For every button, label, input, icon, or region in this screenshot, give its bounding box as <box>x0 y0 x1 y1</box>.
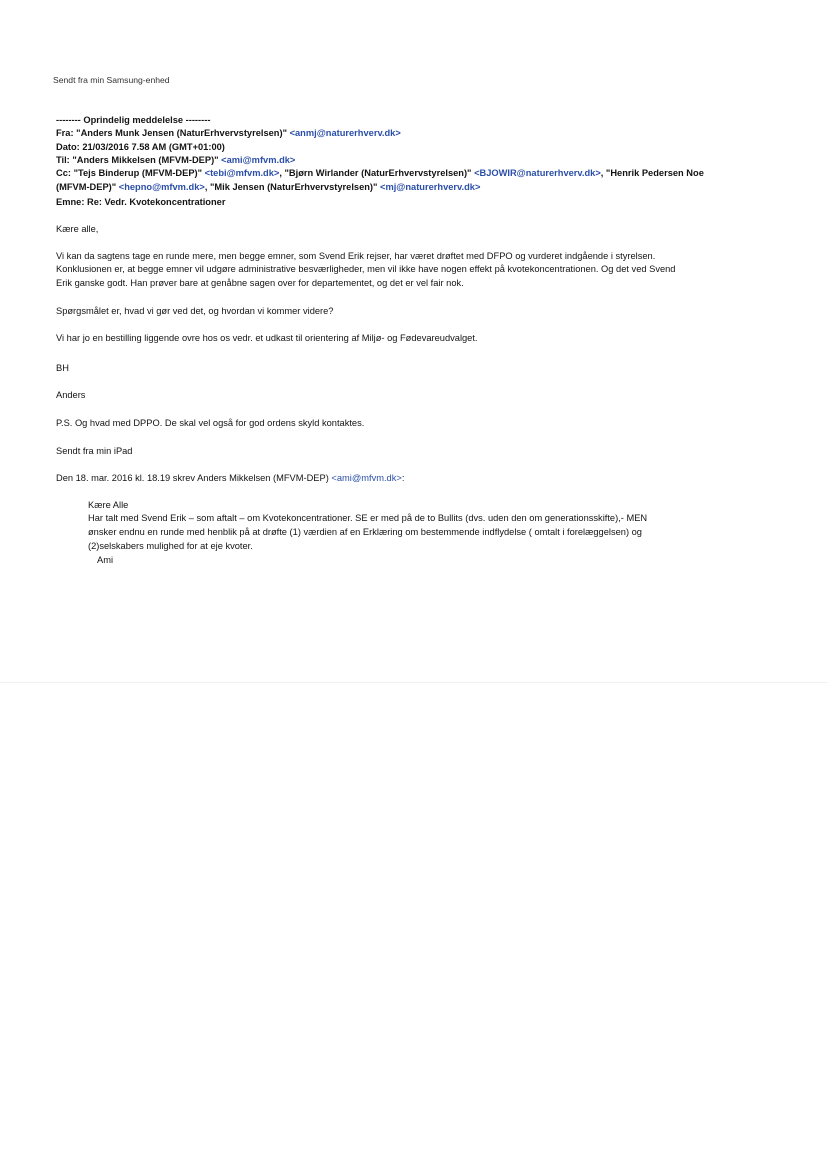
cc-label: Cc: <box>56 168 74 178</box>
forward-separator: -------- Oprindelig meddelelse -------- <box>56 115 211 125</box>
cc4-name: , "Mik Jensen (NaturErhvervstyrelsen)" <box>204 182 381 192</box>
body-bh: BH <box>56 363 69 373</box>
header-from <box>56 127 401 139</box>
body-paragraph-3: Vi har jo en bestilling liggende ovre hos os vedr. et udkast til orientering af Miljø- og Fødevareudvalget. <box>56 333 478 343</box>
header-cc-line1 <box>56 167 704 179</box>
cc1-email[interactable]: <tebi@mfvm.dk> <box>204 168 280 178</box>
cc3-name-end: (MFVM-DEP)" <box>56 182 119 192</box>
top-note: Sendt fra min Samsung-enhed <box>53 75 170 85</box>
quote-header-colon: : <box>401 473 405 483</box>
quote-signature: Ami <box>97 555 114 565</box>
cc1-name: "Tejs Binderup (MFVM-DEP)" <box>73 168 205 178</box>
body-signature: Anders <box>56 390 86 400</box>
header-date: Dato: 21/03/2016 7.58 AM (GMT+01:00) <box>56 142 225 152</box>
body-postscript: P.S. Og hvad med DPPO. De skal vel også for god ordens skyld kontaktes. <box>56 418 365 428</box>
body-paragraph-1-line-2: Konklusionen er, at begge emner vil udgøre administrative besværligheder, men vil ikke have nogen effekt på kvotekoncentrationen. Og det ved Svend <box>56 264 676 274</box>
from-name: "Anders Munk Jensen (NaturErhvervstyrelsen)" <box>76 128 290 138</box>
quote-line-3: (2)selskabers mulighed for at eje kvoter. <box>88 541 253 551</box>
quote-header <box>56 472 404 484</box>
to-label: Til: <box>56 155 73 165</box>
to-name: "Anders Mikkelsen (MFVM-DEP)" <box>72 155 222 165</box>
cc4-email[interactable]: <mj@naturerhverv.dk> <box>380 182 481 192</box>
from-email[interactable]: <anmj@naturerhverv.dk> <box>289 128 401 138</box>
body-greeting: Kære alle, <box>56 224 99 234</box>
cc2-email[interactable]: <BJOWIR@naturerhverv.dk> <box>474 168 601 178</box>
quote-header-text: Den 18. mar. 2016 kl. 18.19 skrev Anders Mikkelsen (MFVM-DEP) <box>56 473 332 483</box>
header-to <box>56 154 295 166</box>
from-label: Fra: <box>56 128 77 138</box>
quote-greeting: Kære Alle <box>88 500 129 510</box>
cc3-name-start: , "Henrik Pedersen Noe <box>600 168 704 178</box>
body-paragraph-2: Spørgsmålet er, hvad vi gør ved det, og hvordan vi kommer videre? <box>56 306 334 316</box>
header-cc-line2 <box>56 181 480 193</box>
cc3-email[interactable]: <hepno@mfvm.dk> <box>118 182 205 192</box>
header-subject: Emne: Re: Vedr. Kvotekoncentrationer <box>56 197 226 207</box>
quote-line-1: Har talt med Svend Erik – som aftalt – om Kvotekoncentrationer. SE er med på de to Bullits (dvs. uden den om generationsskifte),- MEN <box>88 513 648 523</box>
quote-header-email[interactable]: <ami@mfvm.dk> <box>331 473 402 483</box>
scan-artifact-divider <box>0 682 828 683</box>
body-paragraph-1-line-3: Erik ganske godt. Han prøver bare at genåbne sagen over for departementet, og det er vel fair nok. <box>56 278 464 288</box>
body-sent-from-ipad: Sendt fra min iPad <box>56 446 133 456</box>
to-email[interactable]: <ami@mfvm.dk> <box>221 155 296 165</box>
cc2-name: , "Bjørn Wirlander (NaturErhvervstyrelsen)" <box>279 168 475 178</box>
quote-line-2: ønsker endnu en runde med henblik på at drøfte (1) værdien af en Erklæring om bestemmende indflydelse ( omtalt i forelæggelsen) og <box>88 527 642 537</box>
body-paragraph-1-line-1: Vi kan da sagtens tage en runde mere, men begge emner, som Svend Erik rejser, har været drøftet med DFPO og vurderet indgående i styrelsen. <box>56 251 656 261</box>
